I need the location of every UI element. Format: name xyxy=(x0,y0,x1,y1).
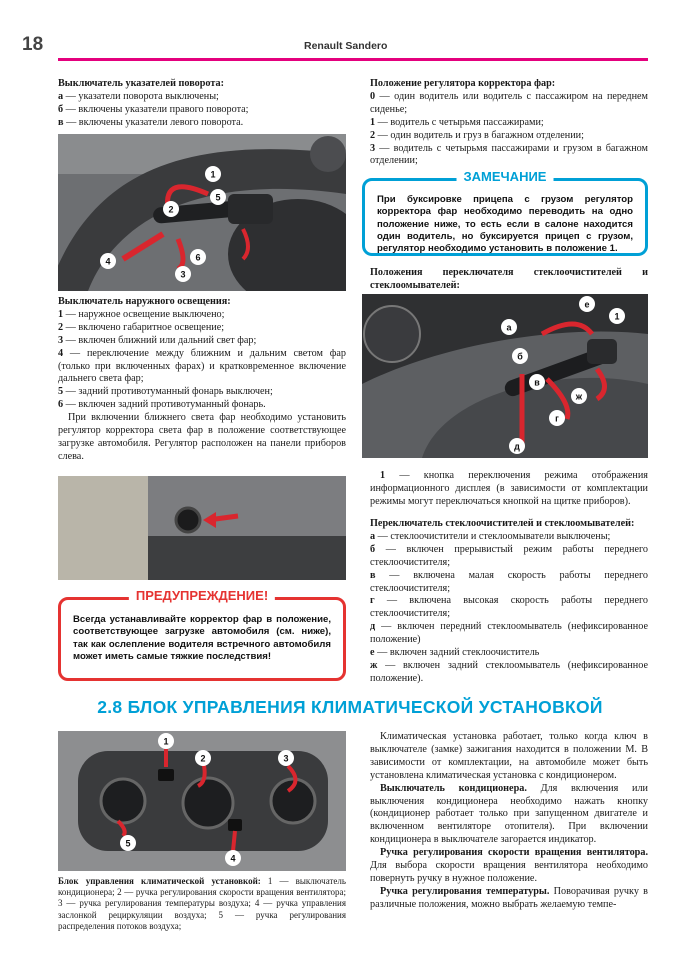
climate-text-block xyxy=(370,731,648,912)
svg-text:б: б xyxy=(517,351,523,362)
fan-knob-paragraph: Ручка регулирования скорости вращения вентилятора. Для выбора скорости вращения вентилятора необходимо повернуть ручку в нужное положение. xyxy=(370,847,648,884)
list-item: 1 — водитель с четырьмя пассажирами; xyxy=(370,116,544,128)
svg-text:в: в xyxy=(534,377,540,388)
list-item: 5 — задний противотуманный фонарь выключен; xyxy=(58,386,273,398)
callout-4 xyxy=(100,253,116,269)
callout-1 xyxy=(609,308,625,324)
list-item: д — включен передний стеклоомыватель (нефиксированное положение) xyxy=(370,621,648,646)
callout-d xyxy=(509,438,525,454)
turn-signal-title: Выключатель указателей поворота: xyxy=(58,78,224,89)
callout-5 xyxy=(210,189,226,205)
svg-text:3: 3 xyxy=(180,269,186,280)
section-heading: 2.8 БЛОК УПРАВЛЕНИЯ КЛИМАТИЧЕСКОЙ УСТАНОВКОЙ xyxy=(97,697,603,717)
list-item: ж — включен задний стеклоомыватель (нефиксированное положение). xyxy=(370,659,648,684)
callout-2 xyxy=(195,750,211,766)
light-stalk-photo xyxy=(58,134,346,291)
climate-caption-title: Блок управления климатической установкой: xyxy=(58,876,261,886)
svg-text:5: 5 xyxy=(215,192,221,203)
svg-text:1: 1 xyxy=(614,311,620,322)
climate-caption-text: 1 — выключатель кондиционера; 2 — ручка регулирования скорости вращения вентилятора; 3 — ручка регулирования температуры воздуха; 4 — ручка управления заслонкой рециркуляции воздуха; 5 — ручка регулирования распределения потоков воздуха; xyxy=(58,876,346,931)
svg-text:г: г xyxy=(555,413,559,424)
callout-v xyxy=(529,374,545,390)
callout-b xyxy=(512,348,528,364)
list-item: б — включен прерывистый режим работы переднего стеклоочистителя; xyxy=(370,543,648,568)
svg-text:д: д xyxy=(514,441,520,452)
exterior-lights-title: Выключатель наружного освещения: xyxy=(58,296,231,307)
list-item: е — включен задний стеклоочиститель xyxy=(370,647,540,659)
svg-text:6: 6 xyxy=(195,252,201,263)
header-rule xyxy=(58,58,648,61)
warning-box xyxy=(58,588,346,681)
list-item: в — включена малая скорость работы переднего стеклоочистителя; xyxy=(370,569,648,594)
headlamp-corrector-block xyxy=(370,78,648,168)
headlamp-corrector-title: Положение регулятора корректора фар: xyxy=(370,78,556,89)
svg-text:2: 2 xyxy=(168,204,174,215)
callout-e xyxy=(579,296,595,312)
svg-text:а: а xyxy=(506,322,512,333)
page-number: 18 xyxy=(22,34,44,55)
climate-caption xyxy=(58,876,346,932)
running-title: Renault Sandero xyxy=(304,40,388,52)
callout-zh xyxy=(571,388,587,404)
callout-1 xyxy=(158,733,174,749)
callout-1 xyxy=(205,166,221,182)
warning-text: Всегда устанавливайте корректор фар в положение, соответствующее загрузке автомобиля (см. ниже), так как ослепление водителя встречного автомобиля может иметь самые тяжкие последствия! xyxy=(73,614,331,662)
svg-text:3: 3 xyxy=(283,753,289,764)
list-item: 2 — один водитель и груз в багажном отделении; xyxy=(370,129,584,141)
climate-intro: Климатическая установка работает, только когда ключ в выключателе (замке) зажигания находится в положении М. В зависимости от комплектации, на автомобиле может быть установлена климатическая установка с кондиционером. xyxy=(370,731,648,781)
notice-label: ЗАМЕЧАНИЕ xyxy=(457,171,554,183)
callout-5 xyxy=(120,835,136,851)
list-item: б — включены указатели правого поворота; xyxy=(58,103,249,115)
list-item: в — включены указатели левого поворота. xyxy=(58,116,244,128)
callout-6 xyxy=(190,249,206,265)
callout-3 xyxy=(175,266,191,282)
svg-text:2: 2 xyxy=(200,753,206,764)
list-item: 0 — один водитель или водитель с пассажиром на переднем сиденье; xyxy=(370,90,648,115)
warning-label: ПРЕДУПРЕЖДЕНИЕ! xyxy=(129,590,275,602)
wiper-positions-title-block xyxy=(370,267,648,293)
list-item: а — стеклоочистители и стеклоомыватели выключены; xyxy=(370,530,611,542)
list-item: 3 — водитель с четырьмя пассажирами и грузом в багажном отделении; xyxy=(370,142,648,167)
svg-text:ж: ж xyxy=(575,391,583,402)
list-item: 1 — наружное освещение выключено; xyxy=(58,308,225,320)
exterior-lights-block xyxy=(58,296,346,464)
ac-switch-paragraph: Выключатель кондиционера. Для включения или выключения кондиционера необходимо нажать кнопку (кондиционер работает только при запущенном двигателе и включенном вентиляторе отопителя). При включении кондиционера в выключателе загорается индикатор. xyxy=(370,782,648,846)
wiper-positions-title: Положения переключателя стеклоочистителей и стеклоомывателей: xyxy=(370,267,648,291)
notice-text: При буксировке прицепа с грузом регулятор корректора фар необходимо переводить на одно положение ниже, то есть если в салоне находится один водитель, но буксируется прицеп с грузом, регулятор необходимо установить в положение 1. xyxy=(377,194,633,255)
list-item: г — включена высокая скорость работы переднего стеклоочистителя; xyxy=(370,595,648,620)
svg-text:1: 1 xyxy=(163,736,169,747)
headlamp-corrector-photo xyxy=(58,476,346,580)
list-item: 2 — включено габаритное освещение; xyxy=(58,321,225,333)
list-item: 4 — переключение между ближним и дальним светом фар (только при включенных фарах) и кратковременное включение дальнего света фар; xyxy=(58,347,346,385)
list-item: 3 — включен ближний или дальний свет фар; xyxy=(58,334,257,346)
climate-panel-photo xyxy=(58,731,346,871)
svg-text:1: 1 xyxy=(210,169,216,180)
list-item: 6 — включен задний противотуманный фонарь. xyxy=(58,399,266,411)
wiper-stalk-photo xyxy=(362,294,648,458)
lights-note: При включении ближнего света фар необходимо установить регулятор корректора света фар в положение соответствующее загрузке автомобиля. Регулятор расположен на панели приборов слева. xyxy=(58,412,346,462)
svg-text:4: 4 xyxy=(230,853,236,864)
wipers-block xyxy=(370,518,648,686)
callout-g xyxy=(549,410,565,426)
callout-4 xyxy=(225,850,241,866)
callout-3 xyxy=(278,750,294,766)
list-item: а — указатели поворота выключены; xyxy=(58,90,219,102)
temp-knob-paragraph: Ручка регулирования температуры. Поворачивая ручку в различные положения, можно выбрать желаемую темпе- xyxy=(370,885,648,910)
turn-signal-block xyxy=(58,78,346,130)
notice-box xyxy=(362,169,648,256)
svg-text:е: е xyxy=(584,299,590,310)
svg-text:5: 5 xyxy=(125,838,131,849)
wipers-title: Переключатель стеклоочистителей и стеклоомывателей: xyxy=(370,518,635,529)
display-button-note: 1 — кнопка переключения режима отображения информационного дисплея (в зависимости от комплектации режимы могут переключаться кнопкой на щитке приборов). xyxy=(370,470,648,507)
callout-2 xyxy=(163,201,179,217)
callout-a xyxy=(501,319,517,335)
svg-text:4: 4 xyxy=(105,256,111,267)
